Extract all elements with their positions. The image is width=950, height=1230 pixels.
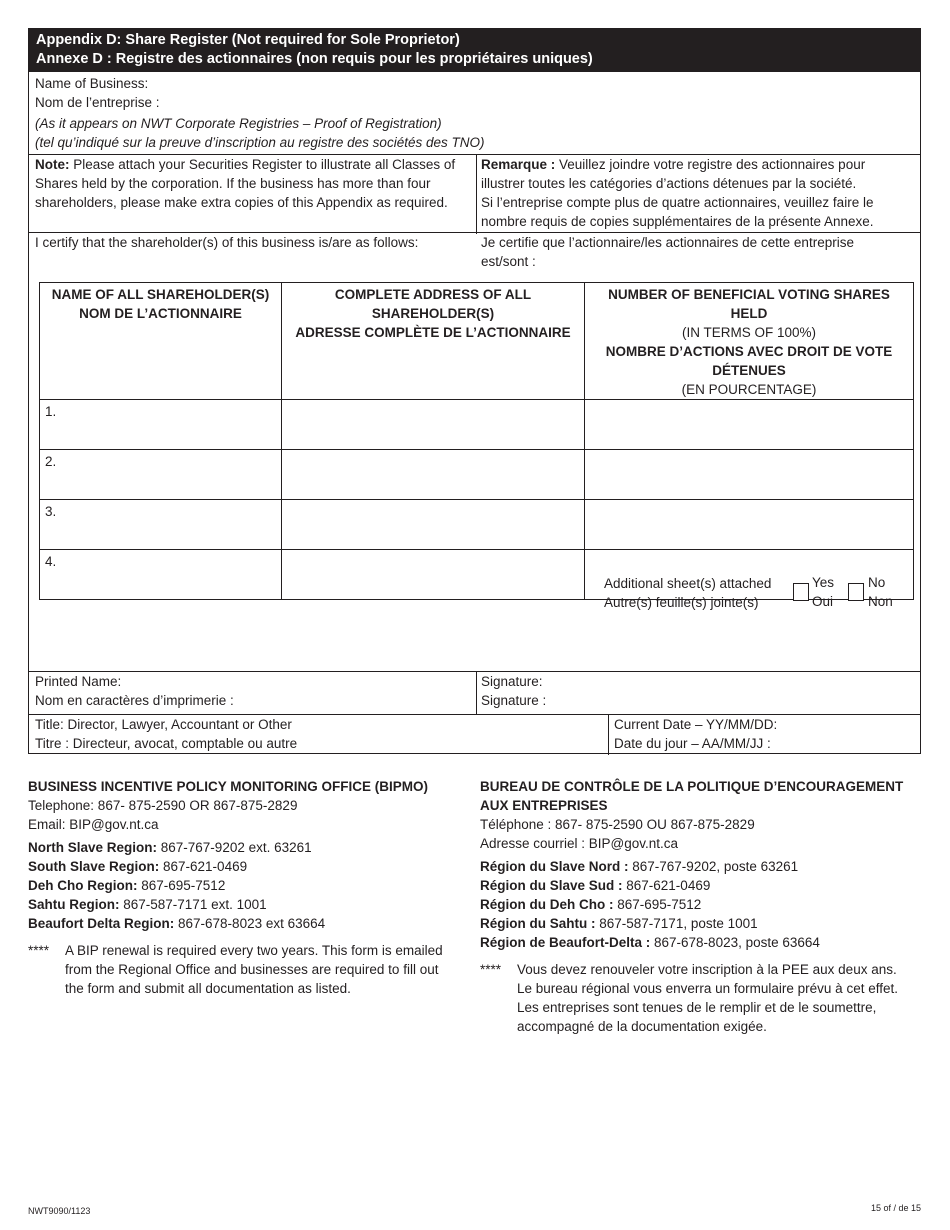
note-fr-line: nombre requis de copies supplémentaires de la présente Annexe. — [481, 214, 874, 229]
page-number: 15 of / de 15 — [870, 1203, 921, 1213]
region-line — [480, 933, 920, 952]
footer-en — [28, 777, 458, 998]
column-header-line: DÉTENUES — [712, 363, 786, 378]
row-number: 4. — [45, 554, 57, 569]
note-fr-bold: Remarque : — [481, 157, 556, 172]
note-en — [35, 155, 455, 212]
stars: **** — [480, 962, 502, 977]
printed-name-field[interactable] — [244, 672, 469, 712]
note-en-line: Please attach your Securities Register to illustrate all Classes of — [69, 157, 456, 172]
signature-label-fr: Signature : — [481, 693, 547, 708]
footer-fr — [480, 777, 920, 1036]
column-header-line: NOMBRE D’ACTIONS AVEC DROIT DE VOTE — [605, 344, 893, 359]
shareholder-shares-cell[interactable] — [585, 500, 914, 550]
region-name: South Slave Region: — [28, 859, 160, 874]
column-header-line: NUMBER OF BENEFICIAL VOTING SHARES HELD — [608, 287, 890, 321]
office-name-fr: BUREAU DE CONTRÔLE DE LA POLITIQUE D’ENCOURAGEMENT — [480, 779, 904, 794]
shareholder-address-cell[interactable] — [282, 450, 585, 500]
signature-field[interactable] — [554, 672, 914, 712]
shareholder-name-cell[interactable] — [40, 400, 282, 450]
region-phone: 867-678-8023 ext 63664 — [174, 916, 326, 931]
row-number: 3. — [45, 504, 57, 519]
title-field[interactable] — [329, 715, 601, 753]
shareholder-name-cell[interactable] — [40, 450, 282, 500]
column-header-line: (IN TERMS OF 100%) — [681, 325, 817, 340]
renewal-line: accompagné de la documentation exigée. — [517, 1019, 767, 1034]
divider — [476, 154, 477, 234]
shareholder-shares-cell[interactable] — [585, 400, 914, 450]
certify-fr-line: est/sont : — [481, 254, 536, 269]
shareholder-name-cell[interactable] — [40, 550, 282, 600]
business-name-note-fr: (tel qu’indiqué sur la preuve d’inscription au registre des sociétés des TNO) — [35, 135, 485, 150]
table-row — [40, 400, 914, 450]
shareholder-shares-cell[interactable] — [585, 450, 914, 500]
additional-sheets-label-fr: Autre(s) feuille(s) jointe(s) — [604, 595, 759, 610]
table-row — [40, 450, 914, 500]
shareholder-address-cell[interactable] — [282, 550, 585, 600]
certify-fr-line: Je certifie que l’actionnaire/les actionnaires de cette entreprise — [481, 235, 854, 250]
note-fr-line: illustrer toutes les catégories d’actions détenues par la société. — [481, 176, 857, 191]
region-phone: 867-621-0469 — [159, 859, 248, 874]
column-header-line: ADRESSE COMPLÈTE DE L’ACTIONNAIRE — [295, 325, 571, 340]
region-phone: 867-587-7171, poste 1001 — [595, 916, 758, 931]
yes-label-en: Yes — [812, 575, 835, 590]
region-name: Région du Sahtu : — [480, 916, 596, 931]
shareholder-table — [39, 282, 914, 600]
note-en-bold: Note: — [35, 157, 70, 172]
renewal-line: Le bureau régional vous enverra un formulaire prévu à cet effet. — [517, 981, 898, 996]
region-phone: 867-695-7512 — [137, 878, 226, 893]
no-label-fr: Non — [868, 594, 893, 609]
telephone-fr: Téléphone : 867- 875-2590 OU 867-875-2829 — [480, 817, 755, 832]
date-label-en: Current Date – YY/MM/DD: — [614, 717, 778, 732]
region-name: North Slave Region: — [28, 840, 158, 855]
column-header-shares — [585, 283, 914, 400]
column-header-name — [40, 283, 282, 400]
table-row — [40, 500, 914, 550]
region-name: Région de Beaufort-Delta : — [480, 935, 651, 950]
row-number: 1. — [45, 404, 57, 419]
yes-checkbox[interactable] — [793, 583, 809, 601]
column-header-address — [282, 283, 585, 400]
yes-label-fr: Oui — [812, 594, 834, 609]
note-fr-line: Veuillez joindre votre registre des actionnaires pour — [555, 157, 866, 172]
office-name-fr: AUX ENTREPRISES — [480, 798, 608, 813]
shareholder-address-cell[interactable] — [282, 500, 585, 550]
row-number: 2. — [45, 454, 57, 469]
divider — [608, 714, 609, 755]
header-title-fr: Annexe D : Registre des actionnaires (non requis pour les propriétaires uniques) — [36, 51, 593, 67]
email-fr: Adresse courriel : BIP@gov.nt.ca — [480, 836, 679, 851]
renewal-line: Vous devez renouveler votre inscription à la PEE aux deux ans. — [517, 962, 897, 977]
business-name-label-en: Name of Business: — [35, 76, 149, 91]
email-en: Email: BIP@gov.nt.ca — [28, 817, 159, 832]
column-header-line: NAME OF ALL SHAREHOLDER(S) — [51, 287, 270, 302]
form-header — [29, 29, 920, 72]
region-line — [28, 876, 458, 895]
renewal-note-en — [28, 941, 458, 998]
business-name-field[interactable] — [199, 74, 909, 112]
region-phone: 867-767-9202 ext. 63261 — [157, 840, 312, 855]
date-field[interactable] — [789, 715, 914, 753]
title-label-fr: Titre : Directeur, avocat, comptable ou autre — [35, 736, 298, 751]
renewal-line: the form and submit all documentation as listed. — [65, 981, 351, 996]
renewal-line: A BIP renewal is required every two years. This form is emailed — [65, 943, 443, 958]
region-line — [480, 876, 920, 895]
region-phone: 867-678-8023, poste 63664 — [650, 935, 820, 950]
region-phone: 867-767-9202, poste 63261 — [628, 859, 799, 874]
shareholder-name-cell[interactable] — [40, 500, 282, 550]
no-label-en: No — [868, 575, 886, 590]
share-register-form — [28, 28, 921, 754]
telephone-en: Telephone: 867- 875-2590 OR 867-875-2829 — [28, 798, 298, 813]
renewal-line: from the Regional Office and businesses are required to fill out — [65, 962, 439, 977]
office-name-en: BUSINESS INCENTIVE POLICY MONITORING OFFICE (BIPMO) — [28, 779, 429, 794]
note-en-line: Shares held by the corporation. If the business has more than four — [35, 176, 431, 191]
stars: **** — [28, 943, 50, 958]
region-line — [28, 914, 458, 933]
certify-en: I certify that the shareholder(s) of this business is/are as follows: — [35, 235, 419, 250]
note-fr-line: Si l’entreprise compte plus de quatre actionnaires, veuillez faire le — [481, 195, 874, 210]
renewal-note-fr — [480, 960, 920, 1036]
printed-name-label-fr: Nom en caractères d’imprimerie : — [35, 693, 234, 708]
column-header-line: (EN POURCENTAGE) — [681, 382, 817, 397]
region-name: Beaufort Delta Region: — [28, 916, 175, 931]
business-name-label-fr: Nom de l’entreprise : — [35, 95, 160, 110]
region-name: Sahtu Region: — [28, 897, 120, 912]
date-label-fr: Date du jour – AA/MM/JJ : — [614, 736, 771, 751]
region-name: Région du Deh Cho : — [480, 897, 614, 912]
signature-label-en: Signature: — [481, 674, 543, 689]
column-header-line: COMPLETE ADDRESS OF ALL SHAREHOLDER(S) — [334, 287, 532, 321]
no-checkbox[interactable] — [848, 583, 864, 601]
region-phone: 867-695-7512 — [613, 897, 702, 912]
renewal-line: Les entreprises sont tenues de le remplir et de le soumettre, — [517, 1000, 877, 1015]
table-row — [40, 550, 914, 600]
column-header-line: NOM DE L’ACTIONNAIRE — [79, 306, 242, 321]
region-line — [28, 857, 458, 876]
region-line — [480, 914, 920, 933]
printed-name-label-en: Printed Name: — [35, 674, 122, 689]
note-fr — [481, 155, 874, 231]
region-line — [480, 857, 920, 876]
business-name-note-en: (As it appears on NWT Corporate Registries – Proof of Registration) — [35, 116, 442, 131]
region-phone: 867-587-7171 ext. 1001 — [119, 897, 267, 912]
region-phone: 867-621-0469 — [622, 878, 711, 893]
table-header-row — [40, 283, 914, 400]
additional-sheets-label-en: Additional sheet(s) attached — [604, 576, 772, 591]
form-number: NWT9090/1123 — [28, 1206, 91, 1216]
shareholder-address-cell[interactable] — [282, 400, 585, 450]
region-line — [28, 838, 458, 857]
divider — [476, 671, 477, 714]
region-line — [480, 895, 920, 914]
region-name: Région du Slave Nord : — [480, 859, 629, 874]
header-title-en: Appendix D: Share Register (Not required for Sole Proprietor) — [36, 32, 460, 48]
note-en-line: shareholders, please make extra copies of this Appendix as required. — [35, 195, 448, 210]
region-line — [28, 895, 458, 914]
title-label-en: Title: Director, Lawyer, Accountant or Other — [35, 717, 292, 732]
region-name: Région du Slave Sud : — [480, 878, 623, 893]
region-name: Deh Cho Region: — [28, 878, 138, 893]
